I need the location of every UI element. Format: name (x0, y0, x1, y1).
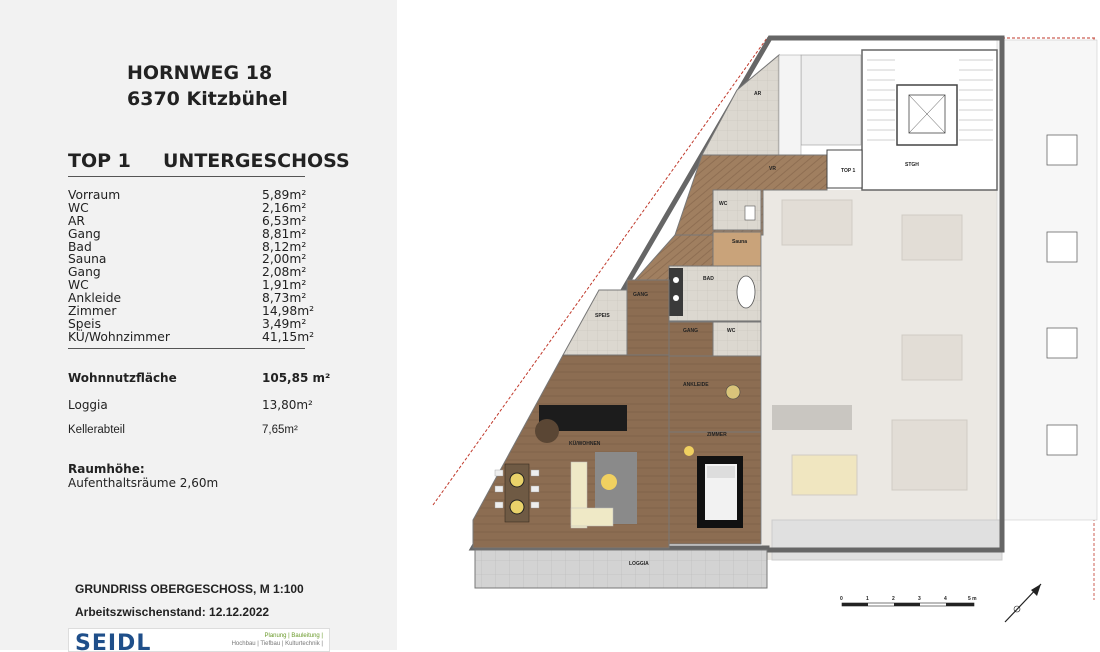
room-name: Bad (68, 239, 92, 254)
room-name: AR (68, 213, 85, 228)
room-area: 41,15m² (262, 329, 315, 344)
label-ar: AR (754, 91, 762, 97)
label-top1: TOP 1 (841, 168, 856, 174)
room-name: WC (68, 278, 89, 293)
address-city: 6370 Kitzbühel (127, 88, 288, 110)
room-row (68, 318, 305, 331)
room-row (68, 304, 315, 319)
logo-tagline: Planung | Bauleitung | (264, 633, 323, 639)
room-name: Speis (68, 316, 101, 331)
scale-tick: 3 (918, 596, 921, 602)
label-zimmer: ZIMMER (707, 432, 727, 438)
floor-plan-panel (397, 0, 1100, 650)
room-area: 1,91m² (262, 278, 307, 293)
room-area: 14,98m² (262, 304, 315, 319)
label-kue: KÜ/WOHNEN (569, 441, 601, 447)
company-logo (68, 628, 330, 652)
room-ankleide (669, 356, 761, 432)
wohnnutzflaeche-label: Wohnnutzfläche (68, 371, 177, 385)
label-sauna: Sauna (732, 239, 748, 245)
scale-tick: 4 (944, 596, 947, 602)
room-name: Sauna (68, 252, 107, 267)
label-speis: SPEIS (595, 313, 610, 319)
label-loggia: LOGGIA (629, 561, 649, 567)
scale-bar (840, 596, 977, 606)
label-bad: BAD (703, 276, 714, 282)
room-row (68, 202, 305, 215)
room-area: 2,08m² (262, 265, 307, 280)
label-gang-2: GANG (683, 328, 698, 334)
loggia-value: 13,80m² (262, 398, 313, 412)
room-name: Gang (68, 226, 101, 241)
room-area: 3,49m² (262, 316, 307, 331)
room-sauna (713, 232, 761, 266)
room-name: WC (68, 200, 89, 215)
wohnnutzflaeche-value: 105,85 m² (262, 371, 331, 385)
room-name: KÜ/Wohnzimmer (68, 329, 170, 344)
room-list (68, 188, 315, 349)
room-name: Vorraum (68, 188, 121, 202)
room-area: 2,00m² (262, 252, 307, 267)
scale-tick: 5 m (968, 596, 977, 602)
unit-heading (68, 150, 350, 177)
room-name: Ankleide (68, 291, 122, 306)
label-wc-2: WC (727, 328, 736, 334)
room-row (68, 189, 305, 202)
work-status: Arbeitszwischenstand: 12.12.2022 (75, 605, 270, 619)
logo-brand: SEIDL (75, 631, 152, 652)
raumhoehe-block (68, 462, 218, 490)
room-row (68, 329, 315, 344)
raumhoehe-label: Raumhöhe: (68, 462, 145, 476)
label-stgh: STGH (905, 162, 919, 168)
room-speis (563, 290, 627, 355)
floor-label: UNTERGESCHOSS (163, 150, 350, 172)
kellerabteil-row (68, 424, 318, 436)
loggia-label: Loggia (68, 398, 108, 412)
room-row (68, 228, 305, 241)
loggia-row (68, 398, 318, 412)
room-area: 8,73m² (262, 291, 307, 306)
room-wc-2 (713, 322, 761, 356)
room-ar (702, 55, 779, 155)
room-area: 5,89m² (262, 188, 307, 202)
scale-tick: 1 (866, 596, 869, 602)
room-row (68, 215, 305, 228)
room-loggia (475, 550, 767, 588)
wohnnutzflaeche-row (68, 371, 331, 385)
room-name: Gang (68, 265, 101, 280)
label-vr: VR (769, 166, 776, 172)
kellerabteil-value: 7,65m² (262, 424, 298, 436)
address-street: HORNWEG 18 (127, 62, 273, 84)
room-area: 6,53m² (262, 213, 307, 228)
room-name: Zimmer (68, 304, 117, 319)
scale-tick: 2 (892, 596, 895, 602)
kellerabteil-label: Kellerabteil (68, 424, 125, 436)
unit-label: TOP 1 (68, 150, 131, 172)
legend-panel (0, 0, 397, 650)
label-gang-1: GANG (633, 292, 648, 298)
room-area: 8,12m² (262, 239, 307, 254)
room-area: 8,81m² (262, 226, 307, 241)
label-ankleide: ANKLEIDE (683, 382, 709, 388)
grundriss-title: GRUNDRISS OBERGESCHOSS, M 1:100 (75, 582, 304, 596)
north-arrow-icon (1005, 584, 1041, 622)
logo-tagline-secondary: Hochbau | Tiefbau | Kulturtechnik | (231, 641, 323, 647)
floor-plan (397, 0, 1100, 650)
raumhoehe-text: Aufenthaltsräume 2,60m (68, 476, 219, 490)
label-wc-1: WC (719, 201, 728, 207)
scale-tick: 0 (840, 596, 843, 602)
room-area: 2,16m² (262, 200, 307, 215)
